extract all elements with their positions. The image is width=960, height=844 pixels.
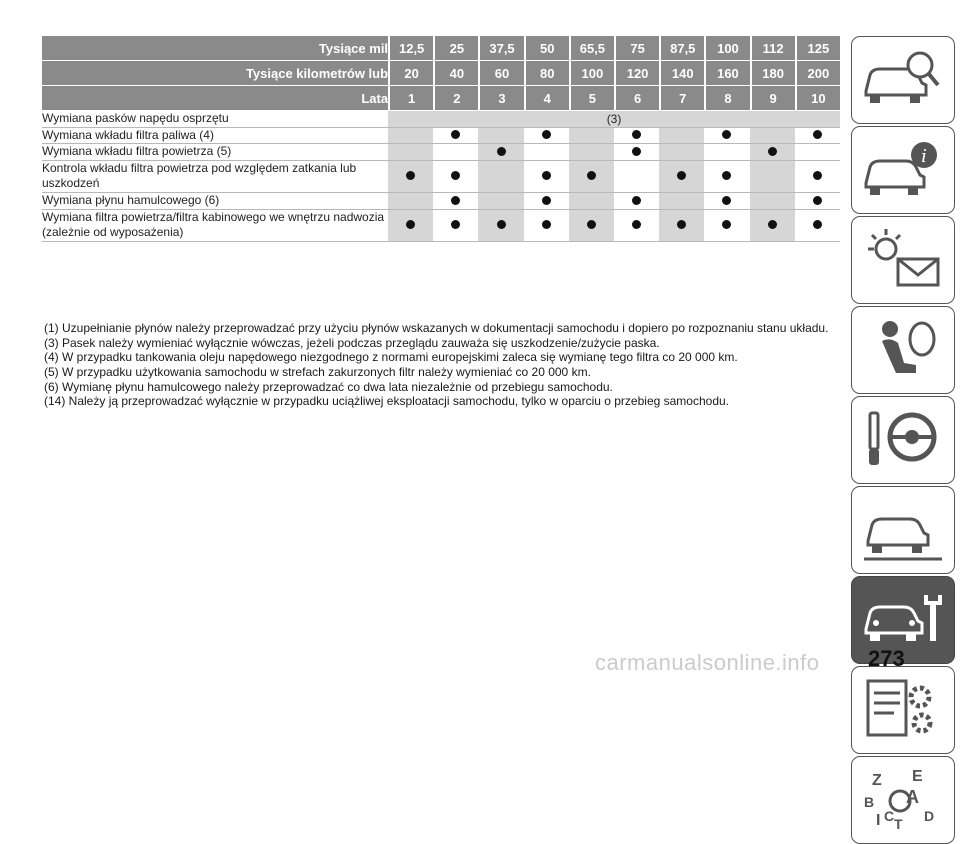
schedule-cell xyxy=(478,161,523,193)
scheduled-dot xyxy=(677,220,686,229)
footnote: (5) W przypadku użytkowania samochodu w strefach zakurzonych filtr należy wymieniać co 20 000 km. xyxy=(44,364,591,379)
span-note: (3) xyxy=(388,111,840,128)
schedule-cell xyxy=(524,144,569,161)
scheduled-dot xyxy=(497,220,506,229)
tab-index[interactable] xyxy=(851,756,955,844)
scheduled-dot xyxy=(813,171,822,180)
tab-safety[interactable] xyxy=(851,306,955,394)
index-letter: Z xyxy=(872,772,882,789)
header-value: 100 xyxy=(569,61,614,86)
header-value: 160 xyxy=(704,61,749,86)
scheduled-dot xyxy=(632,196,641,205)
header-value: 112 xyxy=(750,36,795,61)
schedule-cell xyxy=(433,210,478,242)
schedule-cell xyxy=(388,144,433,161)
schedule-cell xyxy=(388,128,433,145)
table-row xyxy=(42,128,840,145)
row-label: Wymiana płynu hamulcowego (6) xyxy=(42,193,388,210)
warning-lights-mail-icon xyxy=(860,225,946,295)
footnote: (6) Wymianę płynu hamulcowego należy przeprowadzać co dwa lata niezależnie od przebiegu samochodu. xyxy=(44,379,613,394)
schedule-cell xyxy=(750,128,795,145)
header-value: 4 xyxy=(524,86,569,111)
header-value: 125 xyxy=(795,36,840,61)
index-letter: E xyxy=(912,768,923,785)
header-value: 100 xyxy=(704,36,749,61)
header-value: 5 xyxy=(569,86,614,111)
schedule-cell xyxy=(569,161,614,193)
schedule-cell xyxy=(524,193,569,210)
schedule-cell xyxy=(569,144,614,161)
scheduled-dot xyxy=(768,220,777,229)
tab-starting-driving[interactable] xyxy=(851,396,955,484)
header-label: Tysiące mil xyxy=(42,36,388,61)
index-letter: B xyxy=(864,794,875,810)
header-row xyxy=(42,86,840,111)
header-value: 80 xyxy=(524,61,569,86)
schedule-cell xyxy=(795,161,840,193)
header-row xyxy=(42,36,840,61)
schedule-cell xyxy=(614,161,659,193)
scheduled-dot xyxy=(722,196,731,205)
schedule-cell xyxy=(524,161,569,193)
header-value: 200 xyxy=(795,61,840,86)
schedule-cell xyxy=(614,128,659,145)
index-letter: A xyxy=(906,787,919,807)
header-label: Tysiące kilometrów lub xyxy=(42,61,388,86)
schedule-cell xyxy=(659,210,704,242)
row-label: Wymiana wkładu filtra paliwa (4) xyxy=(42,128,388,145)
header-value: 7 xyxy=(659,86,704,111)
scheduled-dot xyxy=(451,220,460,229)
schedule-cell xyxy=(704,128,749,145)
schedule-cell xyxy=(433,161,478,193)
maintenance-schedule-table xyxy=(42,36,840,242)
header-value: 180 xyxy=(750,61,795,86)
car-info-icon xyxy=(860,135,946,205)
schedule-cell xyxy=(388,193,433,210)
scheduled-dot xyxy=(722,171,731,180)
header-value: 140 xyxy=(659,61,704,86)
scheduled-dot xyxy=(813,220,822,229)
scheduled-dot xyxy=(542,171,551,180)
index-letter: D xyxy=(924,808,935,824)
schedule-cell xyxy=(478,210,523,242)
schedule-cell xyxy=(433,128,478,145)
scheduled-dot xyxy=(632,147,641,156)
scheduled-dot xyxy=(406,220,415,229)
scheduled-dot xyxy=(813,196,822,205)
schedule-cell xyxy=(524,210,569,242)
scheduled-dot xyxy=(632,130,641,139)
header-value: 1 xyxy=(388,86,433,111)
schedule-cell xyxy=(704,161,749,193)
scheduled-dot xyxy=(542,130,551,139)
schedule-cell xyxy=(795,144,840,161)
header-value: 40 xyxy=(433,61,478,86)
tab-car-search[interactable] xyxy=(851,36,955,124)
schedule-cell xyxy=(750,210,795,242)
row-label: Wymiana wkładu filtra powietrza (5) xyxy=(42,144,388,161)
schedule-cell xyxy=(750,161,795,193)
footnote: (3) Pasek należy wymieniać wyłącznie wówczas, jeżeli podczas przeglądu zauważa się uszkodzenie/zużycie paska. xyxy=(44,335,660,350)
table-row xyxy=(42,111,840,128)
car-search-icon xyxy=(860,45,946,115)
footnote: (1) Uzupełnianie płynów należy przeprowadzać przy użyciu płynów wskazanych w dokumentacji samochodu i dopiero po rozpoznaniu stanu układu. xyxy=(44,321,829,335)
schedule-cell xyxy=(704,144,749,161)
scheduled-dot xyxy=(451,130,460,139)
header-value: 87,5 xyxy=(659,36,704,61)
schedule-cell xyxy=(795,210,840,242)
schedule-cell xyxy=(704,210,749,242)
schedule-cell xyxy=(659,161,704,193)
scheduled-dot xyxy=(768,147,777,156)
scheduled-dot xyxy=(677,171,686,180)
schedule-cell xyxy=(478,193,523,210)
schedule-cell xyxy=(433,144,478,161)
table-row xyxy=(42,161,840,193)
header-value: 6 xyxy=(614,86,659,111)
schedule-cell xyxy=(388,210,433,242)
header-value: 60 xyxy=(478,61,523,86)
svg-text:i: i xyxy=(921,146,927,167)
car-wrench-icon xyxy=(860,585,946,655)
scheduled-dot xyxy=(632,220,641,229)
table-row xyxy=(42,144,840,161)
scheduled-dot xyxy=(542,220,551,229)
tab-car-info[interactable] xyxy=(851,126,955,214)
schedule-cell xyxy=(478,128,523,145)
header-value: 3 xyxy=(478,86,523,111)
schedule-cell xyxy=(524,128,569,145)
scheduled-dot xyxy=(497,147,506,156)
schedule-cell xyxy=(659,144,704,161)
schedule-cell xyxy=(388,161,433,193)
header-value: 65,5 xyxy=(569,36,614,61)
scheduled-dot xyxy=(406,171,415,180)
table-row xyxy=(42,193,840,210)
page-number: 273 xyxy=(868,646,905,671)
footnote: (4) W przypadku tankowania oleju napędowego niezgodnego z normami europejskimi zaleca się wymianę tego filtra co 20 000 km. xyxy=(44,350,738,365)
schedule-cell xyxy=(750,193,795,210)
schedule-cell xyxy=(478,144,523,161)
header-value: 20 xyxy=(388,61,433,86)
header-value: 50 xyxy=(524,36,569,61)
schedule-cell xyxy=(614,144,659,161)
header-row xyxy=(42,61,840,86)
scheduled-dot xyxy=(451,196,460,205)
table-row xyxy=(42,210,840,242)
footnotes xyxy=(44,321,834,409)
specs-list-gears-icon xyxy=(860,675,946,745)
airbag-passenger-icon xyxy=(860,315,946,385)
steering-key-icon xyxy=(860,405,946,475)
scheduled-dot xyxy=(587,171,596,180)
tab-emergency[interactable] xyxy=(851,486,955,574)
index-letter: T xyxy=(894,816,903,832)
header-value: 8 xyxy=(704,86,749,111)
schedule-cell xyxy=(569,210,614,242)
schedule-cell xyxy=(433,193,478,210)
schedule-cell xyxy=(569,193,614,210)
index-letter: C xyxy=(884,808,895,824)
schedule-cell xyxy=(614,210,659,242)
header-value: 75 xyxy=(614,36,659,61)
row-label: Kontrola wkładu filtra powietrza pod względem zatkania lub uszkodzeń xyxy=(42,161,388,193)
tab-technical-data[interactable] xyxy=(851,666,955,754)
schedule-cell xyxy=(795,128,840,145)
alphabet-index-icon xyxy=(860,765,946,835)
header-value: 9 xyxy=(750,86,795,111)
header-value: 2 xyxy=(433,86,478,111)
schedule-cell xyxy=(659,128,704,145)
row-label: Wymiana filtra powietrza/filtra kabinowego we wnętrzu nadwozia (zależnie od wyposażenia) xyxy=(42,210,388,242)
footnote: (14) Należy ją przeprowadzać wyłącznie w przypadku uciążliwej eksploatacji samochodu, tylko w oparciu o przebieg samochodu. xyxy=(44,394,729,409)
scheduled-dot xyxy=(813,130,822,139)
schedule-cell xyxy=(704,193,749,210)
header-value: 10 xyxy=(795,86,840,111)
scheduled-dot xyxy=(722,130,731,139)
header-value: 25 xyxy=(433,36,478,61)
scheduled-dot xyxy=(587,220,596,229)
index-letter: I xyxy=(876,812,881,829)
schedule-cell xyxy=(795,193,840,210)
header-value: 120 xyxy=(614,61,659,86)
row-label: Wymiana pasków napędu osprzętu xyxy=(42,111,388,128)
header-label: Lata xyxy=(42,86,388,111)
header-value: 12,5 xyxy=(388,36,433,61)
schedule-cell xyxy=(614,193,659,210)
header-value: 37,5 xyxy=(478,36,523,61)
schedule-cell xyxy=(750,144,795,161)
tab-warning-lights[interactable] xyxy=(851,216,955,304)
watermark: carmanualsonline.info xyxy=(595,650,820,675)
scheduled-dot xyxy=(542,196,551,205)
schedule-cell xyxy=(659,193,704,210)
scheduled-dot xyxy=(451,171,460,180)
car-road-icon xyxy=(860,495,946,565)
scheduled-dot xyxy=(722,220,731,229)
schedule-cell xyxy=(569,128,614,145)
